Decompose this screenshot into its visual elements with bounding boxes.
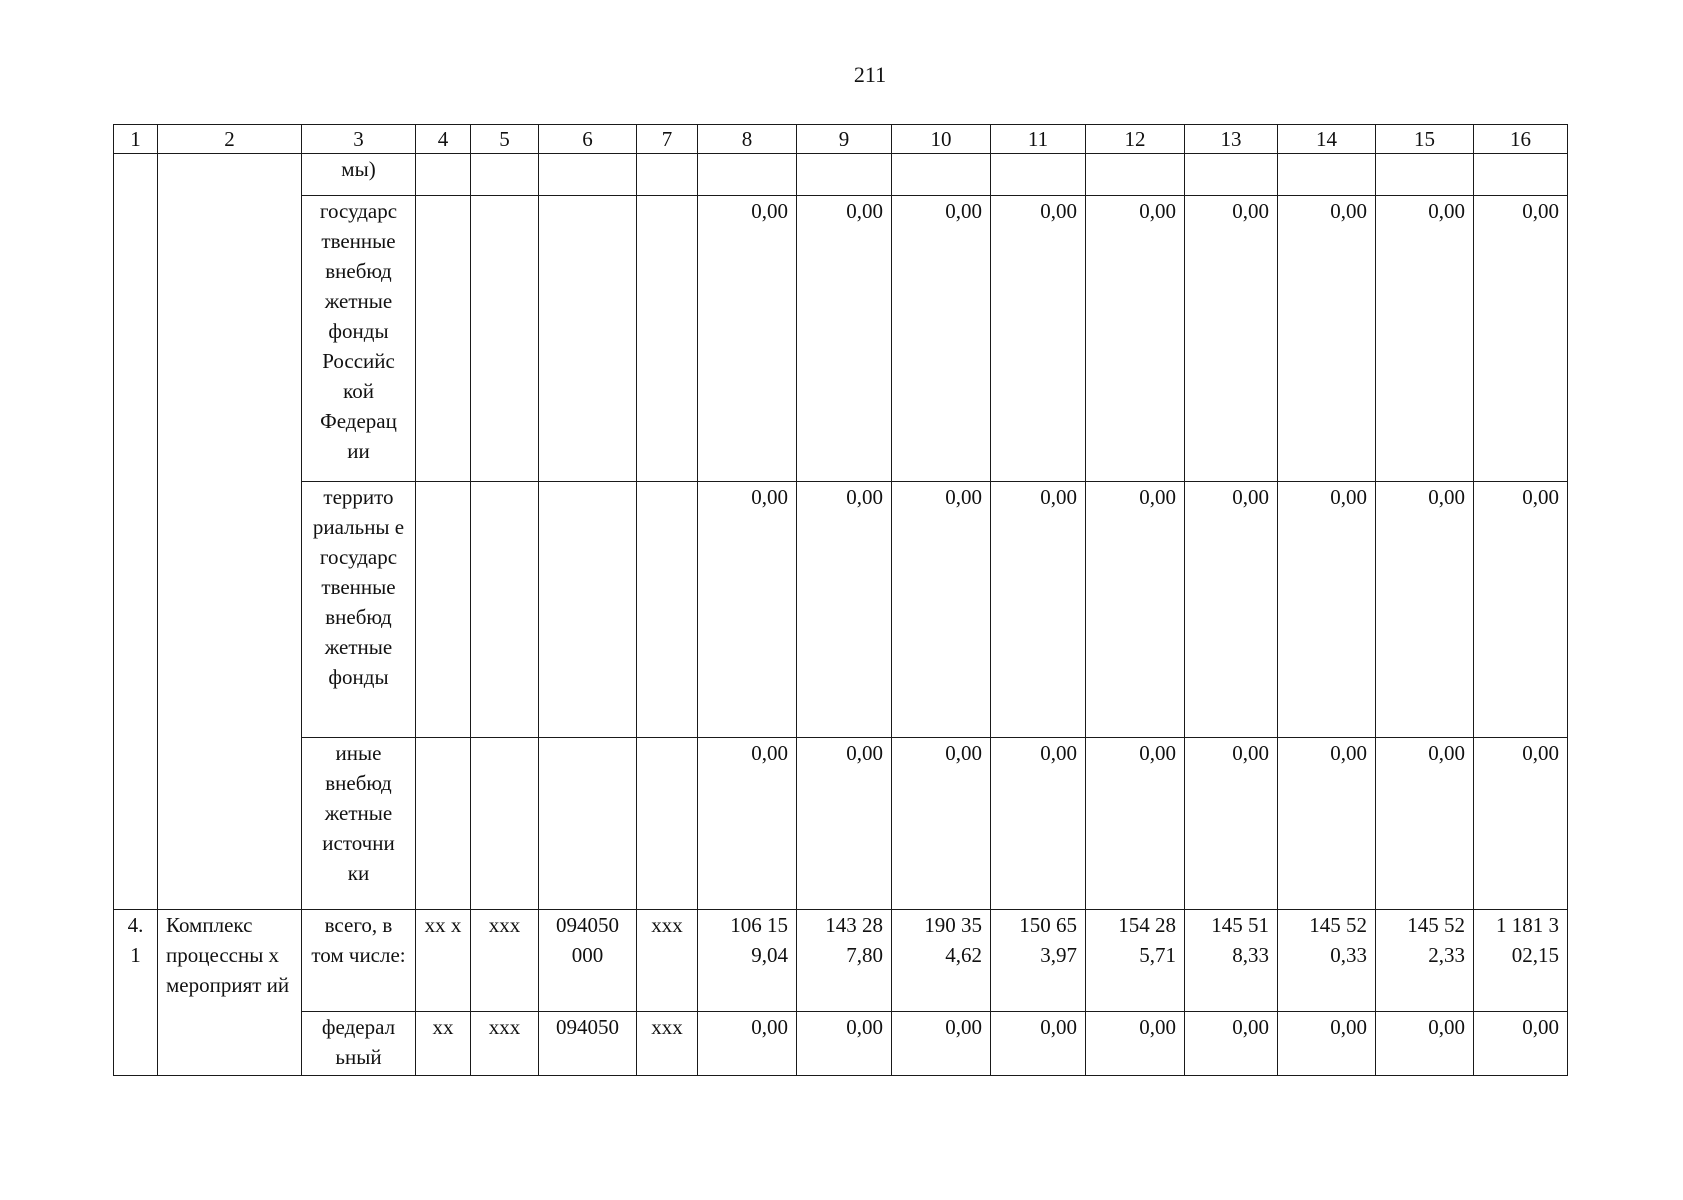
value-cell: 0,00: [1376, 196, 1474, 482]
value-cell: 0,00: [1086, 196, 1185, 482]
value-cell: 0,00: [1278, 738, 1376, 910]
value-cell: 143 28 7,80: [797, 910, 892, 1012]
value-cell: 154 28 5,71: [1086, 910, 1185, 1012]
value-cell: 0,00: [1474, 196, 1568, 482]
table-row: [114, 154, 1568, 196]
header-row: [114, 125, 1568, 154]
value-cell: 0,00: [797, 196, 892, 482]
page-number: 211: [853, 62, 887, 87]
value-cell: 0,00: [991, 196, 1086, 482]
code-cell: xx x: [416, 910, 471, 1012]
item-number: 4. 1: [114, 910, 158, 1076]
value-cell: 106 15 9,04: [698, 910, 797, 1012]
value-cell: 0,00: [892, 1012, 991, 1076]
header-cell: 16: [1474, 125, 1568, 154]
cell-num-empty: [114, 154, 158, 910]
value-cell: 0,00: [1086, 1012, 1185, 1076]
value-cell: 0,00: [1086, 482, 1185, 738]
value-cell: 0,00: [698, 482, 797, 738]
value-cell: 150 65 3,97: [991, 910, 1086, 1012]
value-cell: 0,00: [1474, 1012, 1568, 1076]
value-cell: 0,00: [1278, 196, 1376, 482]
code-cell: 094050: [539, 1012, 637, 1076]
value-cell: 0,00: [1185, 196, 1278, 482]
header-cell: 2: [158, 125, 302, 154]
source-label: всего, в том числе:: [302, 910, 416, 1012]
value-cell: 0,00: [892, 738, 991, 910]
header-cell: 12: [1086, 125, 1185, 154]
source-label: государс твенные внебюд жетные фонды Российс кой Федерац ии: [302, 196, 416, 482]
code-cell: xx: [416, 1012, 471, 1076]
value-cell: 0,00: [1185, 482, 1278, 738]
value-cell: 0,00: [1185, 1012, 1278, 1076]
header-cell: 5: [471, 125, 539, 154]
item-name: Комплекс процессны х мероприят ий: [158, 910, 302, 1076]
value-cell: 145 51 8,33: [1185, 910, 1278, 1012]
code-cell: xxx: [637, 1012, 698, 1076]
value-cell: 0,00: [698, 1012, 797, 1076]
source-label: иные внебюд жетные источни ки: [302, 738, 416, 910]
code-cell: xxx: [637, 910, 698, 1012]
source-label: мы): [302, 154, 416, 196]
header-cell: 6: [539, 125, 637, 154]
source-label: федерал ьный: [302, 1012, 416, 1076]
header-cell: 1: [114, 125, 158, 154]
header-cell: 14: [1278, 125, 1376, 154]
source-label: террито риальны е государс твенные внебюд жетные фонды: [302, 482, 416, 738]
header-cell: 7: [637, 125, 698, 154]
value-cell: 0,00: [1376, 1012, 1474, 1076]
value-cell: 0,00: [797, 1012, 892, 1076]
value-cell: 0,00: [698, 738, 797, 910]
value-cell: 0,00: [797, 738, 892, 910]
code-cell: 094050 000: [539, 910, 637, 1012]
value-cell: 0,00: [991, 1012, 1086, 1076]
code-cell: xxx: [471, 910, 539, 1012]
table-row: [114, 1012, 1568, 1076]
value-cell: 0,00: [698, 196, 797, 482]
value-cell: 0,00: [892, 196, 991, 482]
table-row: [114, 738, 1568, 910]
value-cell: 145 52 2,33: [1376, 910, 1474, 1012]
value-cell: 0,00: [1474, 482, 1568, 738]
value-cell: 0,00: [1086, 738, 1185, 910]
header-cell: 15: [1376, 125, 1474, 154]
value-cell: 0,00: [797, 482, 892, 738]
value-cell: 0,00: [892, 482, 991, 738]
table-row: [114, 910, 1568, 1012]
value-cell: 145 52 0,33: [1278, 910, 1376, 1012]
header-cell: 8: [698, 125, 797, 154]
value-cell: 0,00: [1278, 1012, 1376, 1076]
header-cell: 4: [416, 125, 471, 154]
table-row: [114, 482, 1568, 738]
value-cell: 0,00: [991, 482, 1086, 738]
value-cell: 190 35 4,62: [892, 910, 991, 1012]
value-cell: 1 181 3 02,15: [1474, 910, 1568, 1012]
header-cell: 11: [991, 125, 1086, 154]
header-cell: 9: [797, 125, 892, 154]
cell-name-empty: [158, 154, 302, 910]
value-cell: 0,00: [991, 738, 1086, 910]
header-cell: 13: [1185, 125, 1278, 154]
code-cell: xxx: [471, 1012, 539, 1076]
header-cell: 3: [302, 125, 416, 154]
value-cell: 0,00: [1185, 738, 1278, 910]
value-cell: 0,00: [1474, 738, 1568, 910]
header-cell: 10: [892, 125, 991, 154]
budget-table: [113, 124, 1568, 1076]
value-cell: 0,00: [1376, 482, 1474, 738]
value-cell: 0,00: [1278, 482, 1376, 738]
value-cell: 0,00: [1376, 738, 1474, 910]
table-row: [114, 196, 1568, 482]
